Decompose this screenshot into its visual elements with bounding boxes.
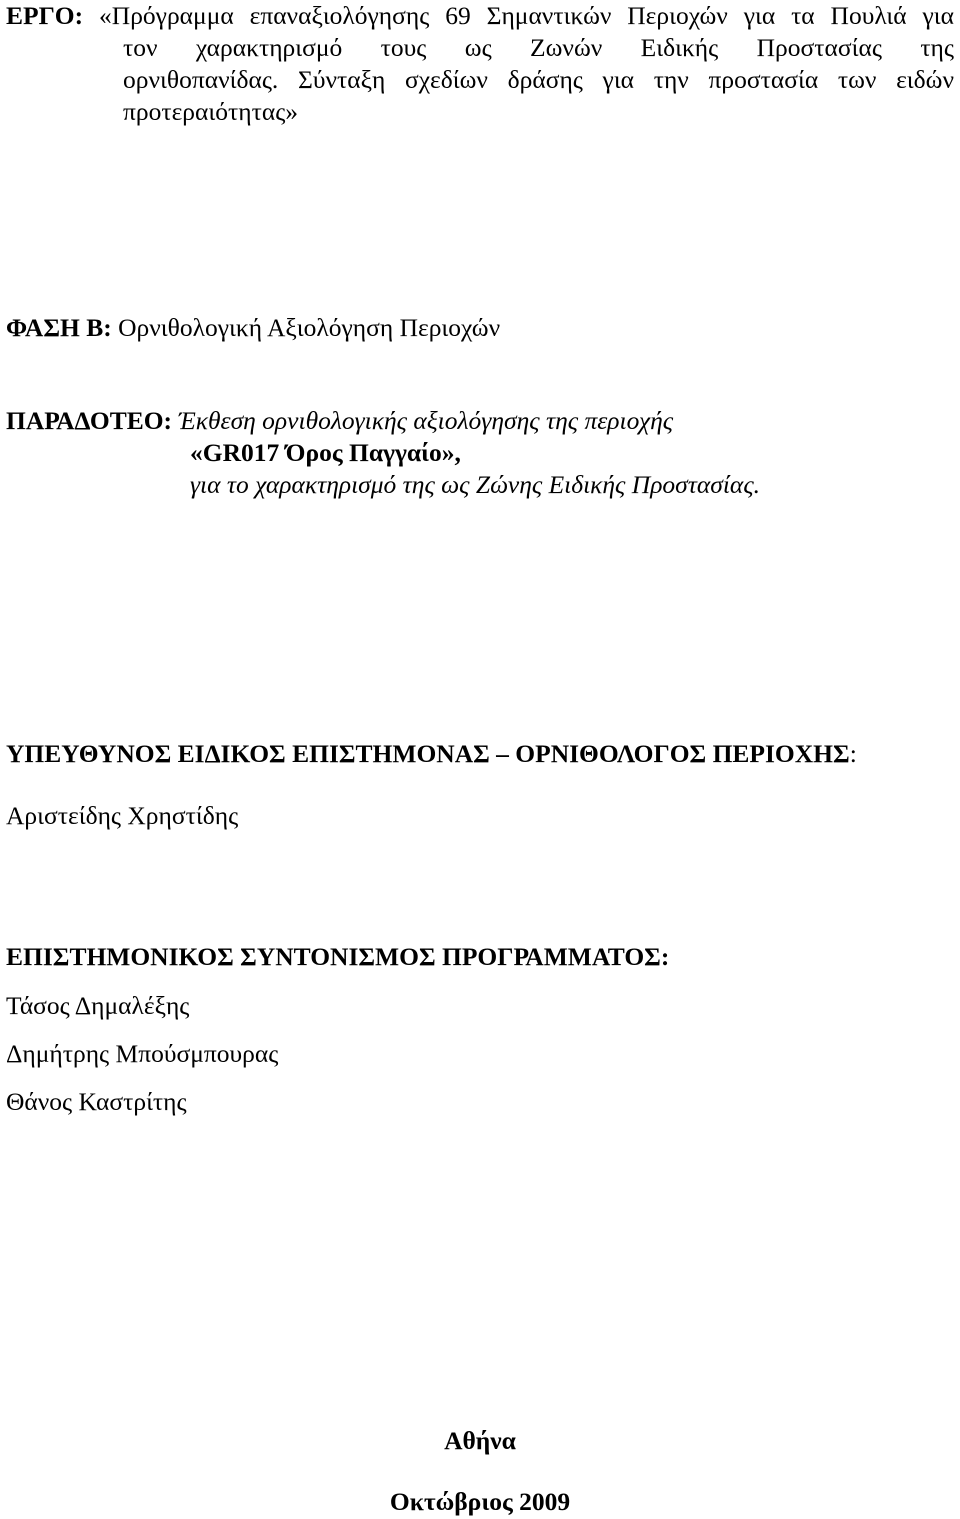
responsible-name: Αριστείδης Χρηστίδης	[6, 801, 239, 830]
footer-city: Αθήνα	[444, 1426, 516, 1455]
deliverable-label: ΠΑΡΑΔΟΤΕΟ:	[6, 406, 173, 435]
coordinator-1: Τάσος Δημαλέξης	[6, 991, 190, 1020]
responsible-heading-line	[6, 738, 954, 770]
responsible-heading: ΥΠΕΥΘΥΝΟΣ ΕΙΔΙΚΟΣ ΕΠΙΣΤΗΜΟΝΑΣ – ΟΡΝΙΘΟΛΟΓΟΣ ΠΕΡΙΟΧΗΣ	[6, 739, 850, 768]
coordinator-2: Δημήτρης Μπούσμπουρας	[6, 1039, 279, 1068]
project-line-4: προτεραιότητας»	[123, 97, 299, 126]
deliverable-text-3: για το χαρακτηρισμό της ως Ζώνης Ειδικής Προστασίας.	[190, 470, 761, 499]
coordinator-3: Θάνος Καστρίτης	[6, 1087, 187, 1116]
project-text-1: «Πρόγραμμα επαναξιολόγησης 69 Σημαντικών Περιοχών για τα Πουλιά για	[99, 1, 954, 30]
phase-line	[6, 312, 954, 344]
deliverable-section	[6, 405, 954, 501]
phase-label: ΦΑΣΗ Β:	[6, 313, 112, 342]
responsible-colon: :	[849, 739, 857, 768]
project-line-2: τον χαρακτηρισμό τους ως Ζωνών Ειδικής Προστασίας της	[123, 33, 954, 62]
coordination-heading: ΕΠΙΣΤΗΜΟΝΙΚΟΣ ΣΥΝΤΟΝΙΣΜΟΣ ΠΡΟΓΡΑΜΜΑΤΟΣ:	[6, 942, 670, 971]
project-label: ΕΡΓΟ:	[6, 1, 84, 30]
project-section	[6, 0, 954, 128]
deliverable-text-1: Έκθεση ορνιθολογικής αξιολόγησης της περιοχής	[178, 406, 674, 435]
phase-text: Ορνιθολογική Αξιολόγηση Περιοχών	[118, 313, 501, 342]
project-line-1	[6, 0, 954, 32]
project-line-3: ορνιθοπανίδας. Σύνταξη σχεδίων δράσης για την προστασία των ειδών	[123, 65, 954, 94]
deliverable-site: «GR017 Όρος Παγγαίο»,	[190, 438, 461, 467]
footer-date: Οκτώβριος 2009	[389, 1487, 571, 1516]
